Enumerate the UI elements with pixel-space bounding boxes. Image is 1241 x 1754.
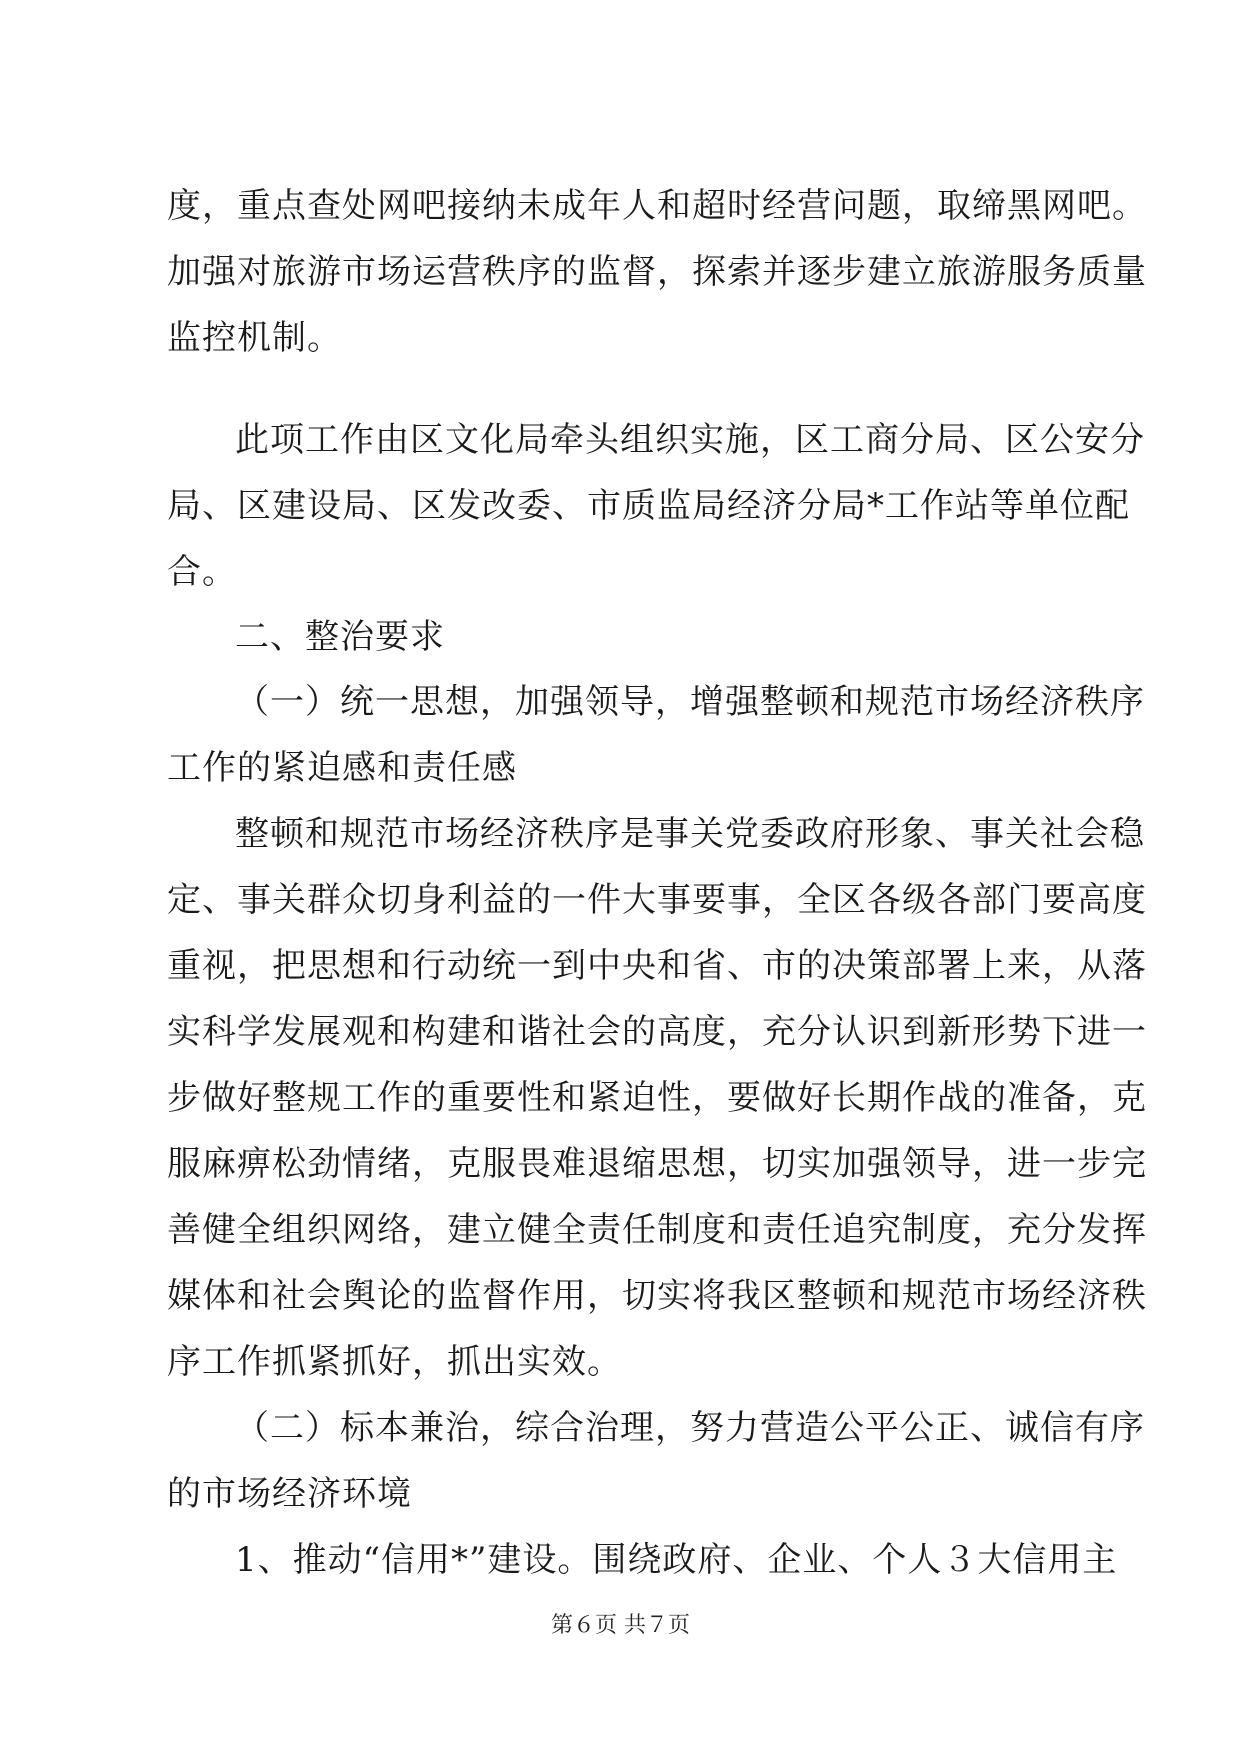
text-line: 局、区建设局、区发改委、市质监局经济分局*工作站等单位配 [167,486,1130,526]
text-line: 1、推动“信用*”建设。围绕政府、企业、个人３大信用主 [235,1540,1118,1580]
text-line: 重视，把思想和行动统一到中央和省、市的决策部署上来，从落 [167,946,1147,986]
text-line: 定、事关群众切身利益的一件大事要事，全区各级各部门要高度 [167,880,1147,920]
text-line: 合。 [167,552,237,592]
section-heading: 二、整治要求 [235,617,445,657]
text-line: 序工作抓紧抓好，抓出实效。 [167,1342,622,1382]
text-line: 善健全组织网络，建立健全责任制度和责任追究制度，充分发挥 [167,1210,1147,1250]
text-line: 整顿和规范市场经济秩序是事关党委政府形象、事关社会稳 [235,814,1145,854]
text-line: 监控机制。 [167,318,342,358]
text-line: 度，重点查处网吧接纳未成年人和超时经营问题，取缔黑网吧。 [167,186,1147,226]
subsection-heading: 工作的紧迫感和责任感 [167,748,517,788]
text-line: 媒体和社会舆论的监督作用，切实将我区整顿和规范市场经济秩 [167,1276,1147,1316]
text-line: 此项工作由区文化局牵头组织实施，区工商分局、区公安分 [235,420,1145,460]
subsection-heading: （二）标本兼治，综合治理，努力营造公平公正、诚信有序 [235,1408,1145,1448]
text-line: 服麻痹松劲情绪，克服畏难退缩思想，切实加强领导，进一步完 [167,1144,1147,1184]
text-line: 实科学发展观和构建和谐社会的高度，充分认识到新形势下进一 [167,1012,1147,1052]
page-footer: 第６页 共７页 [551,1613,690,1638]
subsection-heading: （一）统一思想，加强领导，增强整顿和规范市场经济秩序 [235,682,1145,722]
text-line: 步做好整规工作的重要性和紧迫性，要做好长期作战的准备，克 [167,1078,1147,1118]
subsection-heading: 的市场经济环境 [167,1474,412,1514]
text-line: 加强对旅游市场运营秩序的监督，探索并逐步建立旅游服务质量 [167,252,1147,292]
